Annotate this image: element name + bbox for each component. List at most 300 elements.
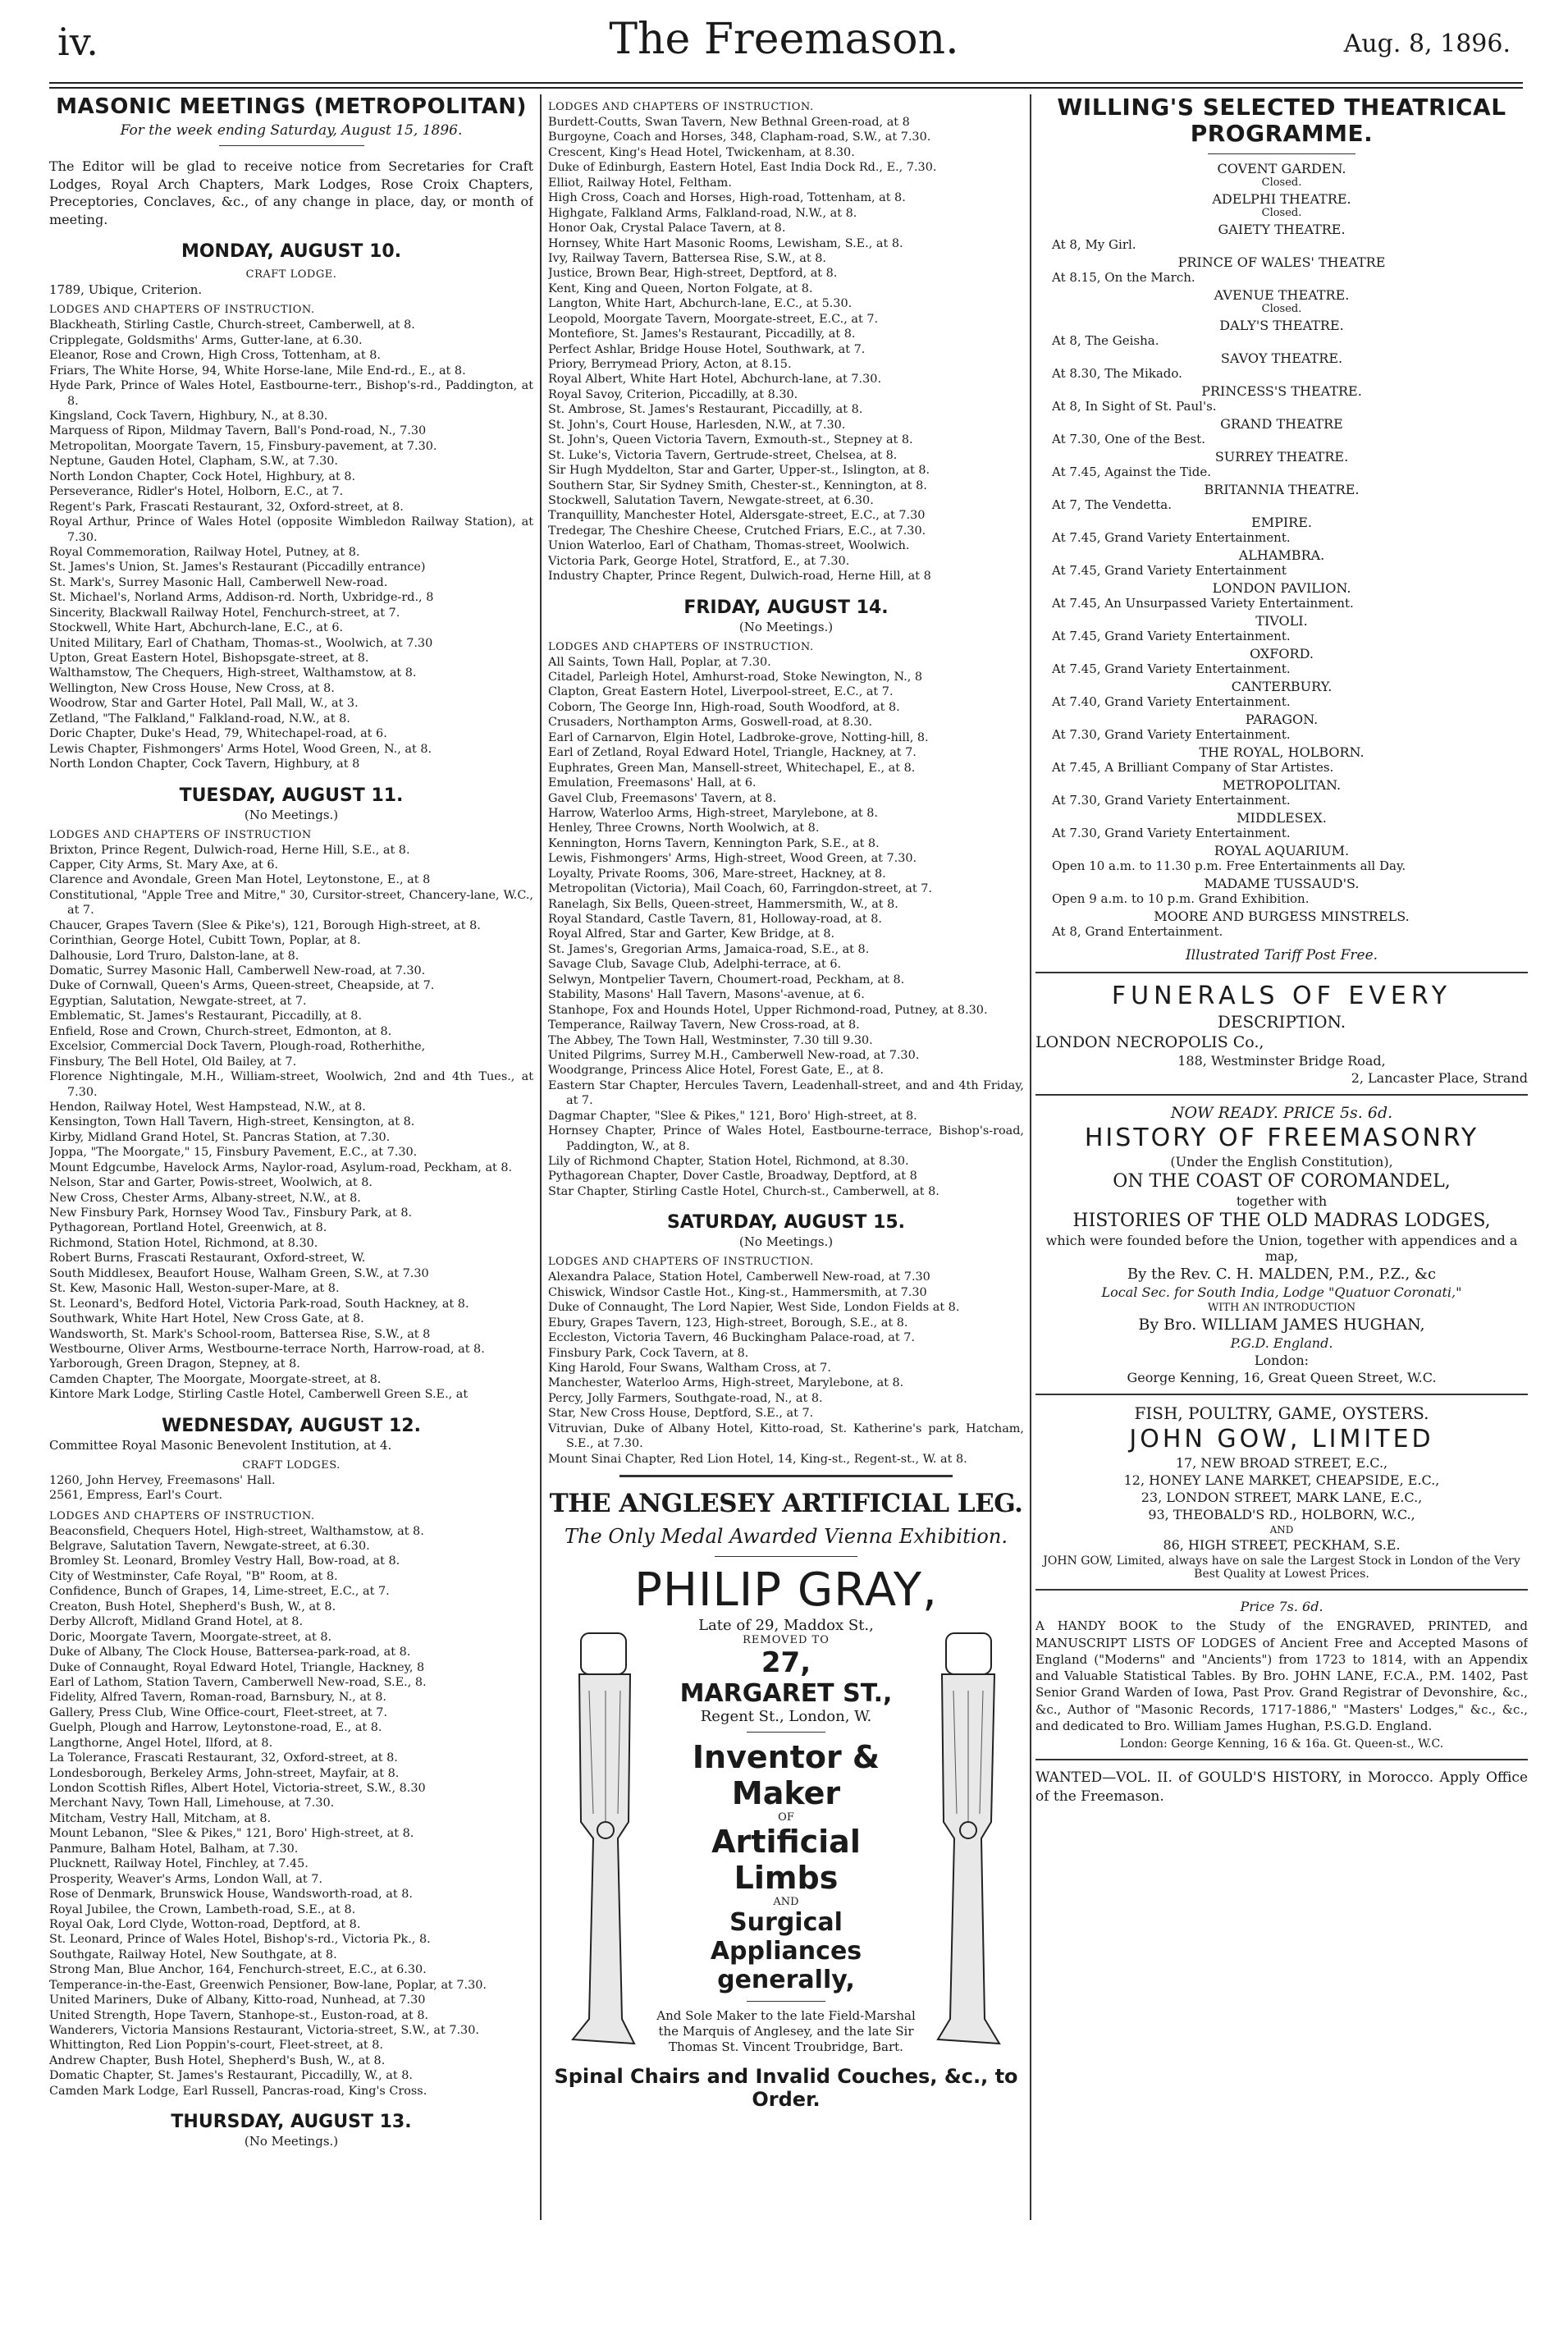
meeting-entry: Vitruvian, Duke of Albany Hotel, Kitto-road, St. Katherine's park, Hatcham, S.E., at 7.30. bbox=[548, 1421, 1024, 1451]
history-bro: By Bro. WILLIAM JAMES HUGHAN, bbox=[1138, 1316, 1425, 1334]
meeting-entry: Domatic, Surrey Masonic Hall, Camberwell New-road, at 7.30. bbox=[49, 964, 426, 977]
meeting-entry: Regent's Park, Frascati Restaurant, 32, Oxford-street, at 8. bbox=[49, 500, 404, 514]
theatre-title: WILLING'S SELECTED THEATRICAL PROGRAMME. bbox=[1057, 94, 1506, 148]
ad-street: MARGARET ST., bbox=[679, 1679, 893, 1708]
gow-ad bbox=[1035, 1403, 1528, 1581]
artificial-leg-illustration bbox=[556, 1625, 647, 2052]
meeting-entry: Temperance, Railway Tavern, New Cross-road, at 8. bbox=[548, 1019, 860, 1032]
meeting-entry: Dagmar Chapter, "Slee & Pikes," 121, Boro' High-street, at 8. bbox=[548, 1109, 917, 1123]
meeting-entry: All Saints, Town Hall, Poplar, at 7.30. bbox=[548, 655, 771, 669]
craft-label: CRAFT LODGE. bbox=[245, 268, 337, 282]
divider bbox=[619, 1475, 953, 1477]
meeting-list bbox=[49, 1524, 533, 2099]
theatre-performance: At 7.30, Grand Variety Entertainment. bbox=[1052, 793, 1291, 808]
ad-removed: REMOVED TO bbox=[743, 1634, 830, 1646]
meeting-entry: Lily of Richmond Chapter, Station Hotel, Richmond, at 8.30. bbox=[548, 1155, 909, 1168]
theatre-name: ADELPHI THEATRE. bbox=[1212, 191, 1351, 208]
divider bbox=[1035, 1094, 1528, 1096]
theatre-name: ALHAMBRA. bbox=[1238, 547, 1325, 564]
funerals-address: 188, Westminster Bridge Road, bbox=[1177, 1053, 1386, 1069]
meeting-entry: Fidelity, Alfred Tavern, Roman-road, Barnsbury, N., at 8. bbox=[49, 1691, 386, 1705]
meeting-entry: St. Luke's, Victoria Tavern, Gertrude-street, Chelsea, at 8. bbox=[548, 448, 898, 462]
history-madras: HISTORIES OF THE OLD MADRAS LODGES, bbox=[1072, 1211, 1491, 1232]
meeting-entry: Ivy, Railway Tavern, Battersea Rise, S.W., at 8. bbox=[548, 251, 826, 265]
meeting-entry: Royal Commemoration, Railway Hotel, Putney, at 8. bbox=[49, 545, 360, 559]
theatre-performance: At 7.45, Grand Variety Entertainment. bbox=[1052, 629, 1291, 644]
theatre-name: GRAND THEATRE bbox=[1220, 416, 1343, 433]
meeting-entry: Langton, White Hart, Abchurch-lane, E.C., at 5.30. bbox=[548, 297, 853, 311]
meeting-entry: Eastern Star Chapter, Hercules Tavern, Leadenhall-street, and and 4th Friday, at 7. bbox=[548, 1078, 1024, 1108]
history-ad bbox=[1035, 1104, 1528, 1385]
meeting-entry: Duke of Albany, The Clock House, Battersea-park-road, at 8. bbox=[49, 1646, 411, 1659]
meeting-entry: Stanhope, Fox and Hounds Hotel, Upper Richmond-road, Putney, at 8.30. bbox=[548, 1003, 988, 1017]
instruction-label: LODGES AND CHAPTERS OF INSTRUCTION. bbox=[548, 101, 814, 113]
meeting-entry: Corinthian, George Hotel, Cubitt Town, Poplar, at 8. bbox=[49, 934, 361, 948]
meeting-entry: Prosperity, Weaver's Arms, London Wall, at 7. bbox=[49, 1872, 322, 1886]
meeting-entry: Southgate, Railway Hotel, New Southgate, at 8. bbox=[49, 1948, 337, 1962]
meeting-entry: Union Waterloo, Earl of Chatham, Thomas-street, Woolwich. bbox=[548, 539, 910, 553]
divider bbox=[1035, 1759, 1528, 1760]
meeting-entry: Dalhousie, Lord Truro, Dalston-lane, at 8. bbox=[49, 949, 299, 963]
meeting-entry: Duke of Cornwall, Queen's Arms, Queen-street, Cheapside, at 7. bbox=[49, 979, 435, 993]
meeting-entry: Wanderers, Victoria Mansions Restaurant, Victoria-street, S.W., at 7.30. bbox=[49, 2024, 479, 2037]
no-meetings: (No Meetings.) bbox=[244, 2134, 339, 2149]
meeting-entry: Star Chapter, Stirling Castle Hotel, Church-st., Camberwell, at 8. bbox=[548, 1184, 939, 1198]
meeting-entry: Langthorne, Angel Hotel, Ilford, at 8. bbox=[49, 1736, 273, 1750]
funerals-address: 2, Lancaster Place, Strand bbox=[1351, 1070, 1528, 1087]
meeting-entry: Florence Nightingale, M.H., William-street, Woolwich, 2nd and 4th Tues., at 7.30. bbox=[49, 1070, 533, 1099]
meeting-entry: Mount Edgcumbe, Havelock Arms, Naylor-road, Asylum-road, Peckham, at 8. bbox=[49, 1160, 513, 1174]
masthead-title: The Freemason. bbox=[609, 15, 959, 64]
history-under: (Under the English Constitution), bbox=[1170, 1154, 1393, 1170]
ad-footer: Spinal Chairs and Invalid Couches, &c., to Order. bbox=[554, 2065, 1018, 2111]
meeting-entry: Justice, Brown Bear, High-street, Deptford, at 8. bbox=[548, 267, 838, 281]
handy-book-ad bbox=[1035, 1599, 1528, 1751]
meeting-entry: Kirby, Midland Grand Hotel, St. Pancras Station, at 7.30. bbox=[49, 1130, 391, 1144]
meeting-entry: Robert Burns, Frascati Restaurant, Oxford-street, W. bbox=[49, 1252, 366, 1266]
meeting-entry: Domatic Chapter, St. James's Restaurant, Piccadilly, W., at 8. bbox=[49, 2069, 413, 2083]
theatre-performance: At 7.40, Grand Variety Entertainment. bbox=[1052, 694, 1291, 710]
theatre-name: SAVOY THEATRE. bbox=[1220, 350, 1343, 367]
meeting-entry: Kintore Mark Lodge, Stirling Castle Hotel, Camberwell Green S.E., at bbox=[49, 1388, 469, 1402]
meeting-entry: Rose of Denmark, Brunswick House, Wandsworth-road, at 8. bbox=[49, 1888, 413, 1902]
meeting-entry: Highgate, Falkland Arms, Falkland-road, N.W., at 8. bbox=[548, 206, 857, 220]
column-divider bbox=[1030, 94, 1031, 2220]
meeting-entry: Upton, Great Eastern Hotel, Bishopsgate-street, at 8. bbox=[49, 652, 369, 665]
gow-address: 12, HONEY LANE MARKET, CHEAPSIDE, E.C., bbox=[1123, 1472, 1440, 1489]
instruction-label: LODGES AND CHAPTERS OF INSTRUCTION. bbox=[548, 640, 814, 653]
meeting-entry: Marquess of Ripon, Mildmay Tavern, Ball's Pond-road, N., 7.30 bbox=[49, 424, 427, 438]
history-local: Local Sec. for South India, Lodge "Quatuor Coronati," bbox=[1101, 1284, 1462, 1301]
meeting-entry: London Scottish Rifles, Albert Hotel, Victoria-street, S.W., 8.30 bbox=[49, 1782, 426, 1795]
meeting-entry: Londesborough, Berkeley Arms, John-street, Mayfair, at 8. bbox=[49, 1766, 400, 1780]
meeting-entry: St. James's, Gregorian Arms, Jamaica-road, S.E., at 8. bbox=[548, 942, 870, 956]
meeting-entry: Confidence, Bunch of Grapes, 14, Lime-street, E.C., at 7. bbox=[49, 1585, 390, 1599]
meeting-entry: Kennington, Horns Tavern, Kennington Park, S.E., at 8. bbox=[548, 836, 880, 850]
ad-title: THE ANGLESEY ARTIFICIAL LEG. bbox=[549, 1489, 1023, 1518]
meeting-list bbox=[548, 655, 1024, 1200]
issue-date: Aug. 8, 1896. bbox=[1343, 30, 1511, 58]
meeting-entry: Harrow, Waterloo Arms, High-street, Marylebone, at 8. bbox=[548, 806, 878, 820]
meeting-entry: Star, New Cross House, Deptford, S.E., at 7. bbox=[548, 1407, 814, 1421]
meeting-entry: Mount Lebanon, "Slee & Pikes," 121, Boro' High-street, at 8. bbox=[49, 1827, 414, 1841]
no-meetings: (No Meetings.) bbox=[738, 619, 834, 634]
theatre-name: EMPIRE. bbox=[1251, 515, 1312, 531]
artificial-leg-illustration bbox=[926, 1625, 1016, 2052]
meeting-entry: Kensington, Town Hall Tavern, High-street, Kensington, at 8. bbox=[49, 1115, 415, 1129]
meeting-entry: Burgoyne, Coach and Horses, 348, Clapham-road, S.W., at 7.30. bbox=[548, 130, 931, 144]
header-rule bbox=[49, 82, 1523, 89]
meeting-entry: Loyalty, Private Rooms, 306, Mare-street, Hackney, at 8. bbox=[548, 867, 886, 881]
theatre-name: ROYAL AQUARIUM. bbox=[1214, 843, 1350, 859]
meeting-entry: Duke of Connaught, Royal Edward Hotel, Triangle, Hackney, 8 bbox=[49, 1660, 425, 1674]
day-heading: SATURDAY, AUGUST 15. bbox=[666, 1212, 906, 1234]
theatre-name: TIVOLI. bbox=[1255, 613, 1308, 629]
theatre-name: OXFORD. bbox=[1250, 646, 1314, 662]
meeting-entry: Ebury, Grapes Tavern, 123, High-street, Borough, S.E., at 8. bbox=[548, 1316, 908, 1330]
meeting-entry: Manchester, Waterloo Arms, High-street, Marylebone, at 8. bbox=[548, 1376, 904, 1390]
column-masonic-meetings bbox=[49, 94, 533, 2314]
theatre-performance: At 7.30, One of the Best. bbox=[1052, 432, 1205, 447]
theatre-performance: At 7.45, Grand Variety Entertainment. bbox=[1052, 661, 1291, 677]
theatre-performance: At 7.45, An Unsurpassed Variety Entertainment. bbox=[1052, 596, 1354, 611]
tariff-note: Illustrated Tariff Post Free. bbox=[1185, 947, 1378, 964]
ad-surgical: Surgical Appliances bbox=[710, 1908, 862, 1966]
theatre-performance: At 7.45, Against the Tide. bbox=[1052, 465, 1212, 480]
anglesey-ad bbox=[548, 1489, 1024, 2111]
meeting-entry: United Mariners, Duke of Albany, Kitto-road, Nunhead, at 7.30 bbox=[49, 1994, 426, 2007]
meeting-entry: Nelson, Star and Garter, Powis-street, Woolwich, at 8. bbox=[49, 1176, 373, 1190]
gow-address: 86, HIGH STREET, PECKHAM, S.E. bbox=[1163, 1537, 1401, 1554]
meeting-entry: North London Chapter, Cock Hotel, Highbury, at 8. bbox=[49, 469, 356, 483]
meeting-entry: Stockwell, White Hart, Abchurch-lane, E.C., at 6. bbox=[49, 621, 344, 635]
theatre-performance: Open 10 a.m. to 11.30 p.m. Free Entertainments all Day. bbox=[1052, 858, 1406, 874]
meeting-entry: Eleanor, Rose and Crown, High Cross, Tottenham, at 8. bbox=[49, 349, 381, 363]
meeting-entry: Selwyn, Montpelier Tavern, Choumert-road, Peckham, at 8. bbox=[548, 973, 905, 986]
meeting-entry: Hornsey Chapter, Prince of Wales Hotel, Eastbourne-terrace, Bishop's-road, Paddington, W., at 8. bbox=[548, 1124, 1024, 1153]
meeting-entry: St. John's, Queen Victoria Tavern, Exmouth-st., Stepney at 8. bbox=[548, 433, 913, 447]
meeting-entry: St. Kew, Masonic Hall, Weston-super-Mare, at 8. bbox=[49, 1282, 340, 1296]
gow-address: 93, THEOBALD'S RD., HOLBORN, W.C., bbox=[1148, 1507, 1415, 1523]
meeting-entry: Wellington, New Cross House, New Cross, at 8. bbox=[49, 681, 335, 695]
divider bbox=[1035, 1394, 1528, 1395]
meeting-entry: Tredegar, The Cheshire Cheese, Crutched Friars, E.C., at 7.30. bbox=[548, 524, 926, 538]
meeting-entry: Zetland, "The Falkland," Falkland-road, N.W., at 8. bbox=[49, 712, 350, 726]
craft-list bbox=[49, 1473, 533, 1504]
meeting-entry: Woodrow, Star and Garter Hotel, Pall Mall, W., at 3. bbox=[49, 697, 359, 711]
wanted-ad: WANTED—VOL. II. of GOULD'S HISTORY, in Morocco. Apply Office of the Freemason. bbox=[1035, 1769, 1528, 1806]
meeting-entry: Friars, The White Horse, 94, White Horse-lane, Mile End-rd., E., at 8. bbox=[49, 364, 466, 378]
divider bbox=[1035, 1589, 1528, 1591]
meeting-entry: Crescent, King's Head Hotel, Twickenham, at 8.30. bbox=[548, 145, 855, 159]
theatre-performance: Closed. bbox=[1261, 303, 1302, 316]
history-london: London: bbox=[1254, 1353, 1310, 1369]
no-meetings: (No Meetings.) bbox=[738, 1234, 834, 1250]
theatre-performance: At 7.30, Grand Variety Entertainment. bbox=[1052, 727, 1291, 743]
meeting-entry: Royal Arthur, Prince of Wales Hotel (opposite Wimbledon Railway Station), at 7.30. bbox=[49, 515, 533, 544]
meeting-entry: Panmure, Balham Hotel, Balham, at 7.30. bbox=[49, 1842, 299, 1856]
meeting-entry: Excelsior, Commercial Dock Tavern, Plough-road, Rotherhithe, bbox=[49, 1040, 426, 1054]
meeting-entry: The Abbey, The Town Hall, Westminster, 7.30 till 9.30. bbox=[548, 1033, 873, 1047]
meeting-entry: Bromley St. Leonard, Bromley Vestry Hall, Bow-road, at 8. bbox=[49, 1554, 400, 1568]
meeting-entry: Priory, Berrymead Priory, Acton, at 8.15. bbox=[548, 358, 792, 371]
meeting-entry: United Military, Earl of Chatham, Thomas-st., Woolwich, at 7.30 bbox=[49, 636, 433, 650]
meeting-entry: Strong Man, Blue Anchor, 164, Fenchurch-street, E.C., at 6.30. bbox=[49, 1963, 427, 1977]
meeting-entry: Stockwell, Salutation Tavern, Newgate-street, at 6.30. bbox=[548, 493, 874, 507]
day-heading: THURSDAY, AUGUST 13. bbox=[171, 2112, 412, 2133]
meeting-entry: Finsbury Park, Cock Tavern, at 8. bbox=[548, 1346, 749, 1360]
meeting-entry: St. Mark's, Surrey Masonic Hall, Camberwell New-road. bbox=[49, 575, 388, 589]
ad-body bbox=[548, 1617, 1024, 2060]
meeting-entry: Earl of Zetland, Royal Edward Hotel, Triangle, Hackney, at 7. bbox=[548, 746, 917, 760]
ad-name: PHILIP GRAY, bbox=[634, 1563, 938, 1617]
gow-fish: FISH, POULTRY, GAME, OYSTERS. bbox=[1134, 1403, 1429, 1424]
meeting-entry: St. John's, Court House, Harlesden, N.W., at 7.30. bbox=[548, 418, 846, 432]
day-heading: TUESDAY, AUGUST 11. bbox=[179, 785, 404, 806]
history-publisher: George Kenning, 16, Great Queen Street, W.C. bbox=[1127, 1370, 1437, 1386]
meeting-entry: City of Westminster, Cafe Royal, "B" Room, at 8. bbox=[49, 1569, 338, 1583]
divider bbox=[1035, 972, 1528, 973]
divider bbox=[715, 1556, 857, 1557]
funerals-ad bbox=[1035, 982, 1528, 1086]
instruction-label: LODGES AND CHAPTERS OF INSTRUCTION. bbox=[49, 304, 315, 317]
ad-subtitle: The Only Medal Awarded Vienna Exhibition. bbox=[565, 1525, 1008, 1548]
meeting-entry: Capper, City Arms, St. Mary Axe, at 6. bbox=[49, 858, 279, 872]
meeting-entry: Southern Star, Sir Sydney Smith, Chester-st., Kennington, at 8. bbox=[548, 478, 927, 492]
meeting-entry: Metropolitan (Victoria), Mail Coach, 60, Farringdon-street, at 7. bbox=[548, 882, 932, 896]
ad-text bbox=[655, 1617, 917, 2054]
meeting-entry: Savage Club, Savage Club, Adelphi-terrace, at 6. bbox=[548, 958, 842, 972]
ad-area: Regent St., London, W. bbox=[700, 1708, 872, 1725]
meeting-entry: Gavel Club, Freemasons' Tavern, at 8. bbox=[548, 791, 777, 805]
meeting-entry: Earl of Carnarvon, Elgin Hotel, Ladbroke-grove, Notting-hill, 8. bbox=[548, 730, 929, 744]
theatre-name: MIDDLESEX. bbox=[1237, 810, 1327, 826]
meeting-entry: Sir Hugh Myddelton, Star and Garter, Upper-st., Islington, at 8. bbox=[548, 464, 930, 478]
meeting-entry: Stability, Masons' Hall Tavern, Masons'-avenue, at 6. bbox=[548, 988, 865, 1002]
gow-address: 23, LONDON STREET, MARK LANE, E.C., bbox=[1141, 1490, 1423, 1506]
gow-and: AND bbox=[1269, 1524, 1294, 1536]
ad-generally: generally, bbox=[717, 1966, 855, 1994]
meeting-entry: Alexandra Palace, Station Hotel, Camberwell New-road, at 7.30 bbox=[548, 1270, 930, 1284]
instruction-label: LODGES AND CHAPTERS OF INSTRUCTION. bbox=[49, 1509, 315, 1522]
meeting-entry: Duke of Edinburgh, Eastern Hotel, East India Dock Rd., E., 7.30. bbox=[548, 161, 937, 175]
page-number: iv. bbox=[57, 20, 98, 64]
meeting-entry: Enfield, Rose and Crown, Church-street, Edmonton, at 8. bbox=[49, 1024, 392, 1038]
meeting-entry: Burdett-Coutts, Swan Tavern, New Bethnal Green-road, at 8 bbox=[548, 116, 910, 129]
meeting-entry: Woodgrange, Princess Alice Hotel, Forest Gate, E., at 8. bbox=[548, 1064, 884, 1078]
history-together: together with bbox=[1236, 1193, 1328, 1210]
meeting-entry: Finsbury, The Bell Hotel, Old Bailey, at 7. bbox=[49, 1055, 297, 1069]
history-heading: HISTORY OF FREEMASONRY bbox=[1084, 1124, 1479, 1153]
ad-limbs: Artificial Limbs bbox=[711, 1824, 861, 1896]
theatre-name: PRINCE OF WALES' THEATRE bbox=[1177, 254, 1386, 271]
meeting-entry: Royal Savoy, Criterion, Piccadilly, at 8.30. bbox=[548, 387, 798, 401]
meeting-entry: Percy, Jolly Farmers, Southgate-road, N., at 8. bbox=[548, 1391, 823, 1405]
meeting-entry: St. Leonard's, Bedford Hotel, Victoria Park-road, South Hackney, at 8. bbox=[49, 1297, 469, 1311]
meeting-entry: Kingsland, Cock Tavern, Highbury, N., at 8.30. bbox=[49, 410, 328, 423]
meeting-entry: La Tolerance, Frascati Restaurant, 32, Oxford-street, at 8. bbox=[49, 1751, 398, 1765]
no-meetings: (No Meetings.) bbox=[244, 807, 339, 822]
meeting-entry: St. Leonard, Prince of Wales Hotel, Bishop's-rd., Victoria Pk., 8. bbox=[49, 1933, 431, 1947]
meeting-entry: Chiswick, Windsor Castle Hot., King-st., Hammersmith, at 7.30 bbox=[548, 1285, 927, 1299]
meeting-entry: Perfect Ashlar, Bridge House Hotel, Southwark, at 7. bbox=[548, 342, 866, 356]
meeting-entry: Wandsworth, St. Mark's School-room, Battersea Rise, S.W., at 8 bbox=[49, 1327, 431, 1341]
meeting-entry: Chaucer, Grapes Tavern (Slee & Pike's), 121, Borough High-street, at 8. bbox=[49, 918, 481, 932]
meeting-entry: Plucknett, Railway Hotel, Finchley, at 7.45. bbox=[49, 1857, 309, 1871]
meeting-entry: Merchant Navy, Town Hall, Limehouse, at 7.30. bbox=[49, 1797, 335, 1810]
history-which: which were founded before the Union, together with appendices and a map, bbox=[1045, 1233, 1518, 1265]
craft-label: CRAFT LODGES. bbox=[242, 1458, 341, 1472]
meeting-entry: Leopold, Moorgate Tavern, Moorgate-street, E.C., at 7. bbox=[548, 312, 879, 326]
theatre-name: THE ROYAL, HOLBORN. bbox=[1199, 744, 1365, 761]
meeting-entry: St. Ambrose, St. James's Restaurant, Piccadilly, at 8. bbox=[548, 403, 863, 417]
meeting-entry: St. James's Union, St. James's Restaurant (Piccadilly entrance) bbox=[49, 561, 426, 574]
meeting-entry: Royal Standard, Castle Tavern, 81, Holloway-road, at 8. bbox=[548, 913, 882, 926]
day-heading: FRIDAY, AUGUST 14. bbox=[683, 597, 889, 618]
gow-heading: JOHN GOW, LIMITED bbox=[1129, 1425, 1434, 1454]
history-pgd: P.G.D. England. bbox=[1230, 1335, 1333, 1352]
meeting-list bbox=[49, 318, 533, 771]
instruction-label: LODGES AND CHAPTERS OF INSTRUCTION bbox=[49, 828, 312, 841]
theatre-name: MOORE AND BURGESS MINSTRELS. bbox=[1154, 909, 1410, 925]
theatre-name: PARAGON. bbox=[1245, 712, 1319, 728]
meeting-entry: Kent, King and Queen, Norton Folgate, at 8. bbox=[548, 282, 813, 295]
meeting-entry: Emulation, Freemasons' Hall, at 6. bbox=[548, 776, 757, 790]
ad-sole-maker: And Sole Maker to the late Field-Marshal the Marquis of Anglesey, and the late Sir Thomas St. Vincent Troubridge, Bart. bbox=[656, 2008, 916, 2054]
meeting-entry: Coborn, The George Inn, High-road, South Woodford, at 8. bbox=[548, 700, 900, 714]
meeting-entry: 1260, John Hervey, Freemasons' Hall. bbox=[49, 1473, 276, 1487]
meeting-entry: Metropolitan, Moorgate Tavern, 15, Finsbury-pavement, at 7.30. bbox=[49, 439, 437, 453]
column-meetings-continued bbox=[548, 94, 1024, 2314]
theatre-name: LONDON PAVILION. bbox=[1212, 580, 1351, 597]
meeting-entry: New Cross, Chester Arms, Albany-street, N.W., at 8. bbox=[49, 1191, 361, 1205]
meeting-entry: Doric Chapter, Duke's Head, 79, Whitechapel-road, at 6. bbox=[49, 727, 387, 741]
meeting-entry: Walthamstow, The Chequers, High-street, Walthamstow, at 8. bbox=[49, 666, 417, 680]
divider bbox=[747, 2001, 825, 2002]
theatre-performance: At 8, My Girl. bbox=[1052, 237, 1136, 253]
theatre-name: DALY'S THEATRE. bbox=[1219, 318, 1344, 334]
section-subtitle: For the week ending Saturday, August 15, 1896. bbox=[120, 122, 463, 139]
theatre-performance: At 7.30, Grand Variety Entertainment. bbox=[1052, 826, 1291, 841]
meeting-entry: Crusaders, Northampton Arms, Goswell-road, at 8.30. bbox=[548, 716, 873, 730]
meeting-entry: Cripplegate, Goldsmiths' Arms, Gutter-lane, at 6.30. bbox=[49, 333, 363, 347]
meeting-entry: Royal Albert, White Hart Hotel, Abchurch-lane, at 7.30. bbox=[548, 373, 882, 387]
meeting-entry: South Middlesex, Beaufort House, Walham Green, S.W., at 7.30 bbox=[49, 1266, 429, 1280]
theatre-name: METROPOLITAN. bbox=[1222, 777, 1342, 794]
meeting-entry: Hornsey, White Hart Masonic Rooms, Lewisham, S.E., at 8. bbox=[548, 236, 903, 250]
meeting-entry: Pythagorean Chapter, Dover Castle, Broadway, Deptford, at 8 bbox=[548, 1170, 917, 1183]
ad-inventor: Inventor & Maker bbox=[692, 1739, 880, 1811]
meeting-entry: 2561, Empress, Earl's Court. bbox=[49, 1489, 223, 1503]
meeting-entry: Montefiore, St. James's Restaurant, Piccadilly, at 8. bbox=[548, 327, 856, 341]
theatre-performance: Closed. bbox=[1261, 207, 1302, 220]
theatre-performance: At 8, The Geisha. bbox=[1052, 333, 1159, 349]
theatre-performance: At 7, The Vendetta. bbox=[1052, 497, 1172, 513]
theatre-name: BRITANNIA THEATRE. bbox=[1204, 482, 1360, 498]
meeting-entry: Temperance-in-the-East, Greenwich Pensioner, Bow-lane, Poplar, at 7.30. bbox=[49, 1978, 487, 1992]
meeting-entry: United Strength, Hope Tavern, Stanhope-st., Euston-road, at 8. bbox=[49, 2008, 429, 2022]
gow-address: 17, NEW BROAD STREET, E.C., bbox=[1175, 1455, 1388, 1472]
theatre-name: COVENT GARDEN. bbox=[1217, 161, 1346, 177]
editor-note: The Editor will be glad to receive notice from Secretaries for Craft Lodges, Royal Arch Chapters, Mark Lodges, Rose Croix Chapters, Preceptories, Conclaves, &c., of any change in place, day, or month of meeting. bbox=[49, 158, 533, 227]
theatre-name: CANTERBURY. bbox=[1231, 679, 1333, 695]
history-intro: WITH AN INTRODUCTION bbox=[1207, 1302, 1356, 1315]
theatre-list bbox=[1035, 161, 1528, 939]
instruction-label: LODGES AND CHAPTERS OF INSTRUCTION. bbox=[548, 1256, 814, 1269]
meeting-entry: Tranquillity, Manchester Hotel, Aldersgate-street, E.C., at 7.30 bbox=[548, 509, 926, 523]
theatre-performance: At 8, Grand Entertainment. bbox=[1052, 924, 1223, 940]
column-divider bbox=[540, 94, 542, 2220]
meeting-entry: Earl of Lathom, Station Tavern, Camberwell New-road, S.E., 8. bbox=[49, 1675, 427, 1689]
meeting-entry: Doric, Moorgate Tavern, Moorgate-street, at 8. bbox=[49, 1630, 332, 1644]
meeting-entry: Westbourne, Oliver Arms, Westbourne-terrace North, Harrow-road, at 8. bbox=[49, 1342, 485, 1356]
meeting-entry: High Cross, Coach and Horses, High-road, Tottenham, at 8. bbox=[548, 191, 906, 205]
meeting-entry: Sincerity, Blackwall Railway Hotel, Fenchurch-street, at 7. bbox=[49, 606, 400, 620]
craft-entry: 1789, Ubique, Criterion. bbox=[49, 282, 203, 298]
meeting-entry: Honor Oak, Crystal Palace Tavern, at 8. bbox=[548, 222, 786, 236]
day-heading: MONDAY, AUGUST 10. bbox=[181, 241, 402, 263]
theatre-performance: At 7.45, Grand Variety Entertainment bbox=[1052, 563, 1287, 579]
theatre-performance: Closed. bbox=[1261, 176, 1302, 190]
meeting-entry: Elliot, Railway Hotel, Feltham. bbox=[548, 176, 732, 190]
meeting-entry: Hendon, Railway Hotel, West Hampstead, N.W., at 8. bbox=[49, 1100, 366, 1114]
meeting-entry: Royal Alfred, Star and Garter, Kew Bridge, at 8. bbox=[548, 927, 835, 941]
theatre-performance: At 8, In Sight of St. Paul's. bbox=[1052, 399, 1217, 414]
meeting-list bbox=[49, 843, 533, 1403]
meeting-entry: Ranelagh, Six Bells, Queen-street, Hammersmith, W., at 8. bbox=[548, 897, 898, 911]
meeting-entry: Clapton, Great Eastern Hotel, Liverpool-street, E.C., at 7. bbox=[548, 685, 894, 699]
handy-text: A HANDY BOOK to the Study of the ENGRAVED, PRINTED, and MANUSCRIPT LISTS OF LODGES of Ancient Free and Accepted Masons of England ("Moderns" and "Ancients") from 1723 to 1814, with an Appendix and Valuable Statistical Tables. By Bro. JOHN LANE, F.C.A., P.M. 1402, Past Senior Grand Warden of Iowa, Past Prov. Grand Registrar of Devonshire, &c., &c., Author of "Masonic Records, 1717-1886," "Masters' Lodges," &c., &c., and dedicated to Bro. William James Hughan, P.S.G.D. England. bbox=[1035, 1618, 1528, 1733]
funerals-desc: DESCRIPTION. bbox=[1217, 1012, 1346, 1032]
meeting-entry: Andrew Chapter, Bush Hotel, Shepherd's Bush, W., at 8. bbox=[49, 2053, 386, 2067]
meeting-entry: Lewis, Fishmongers' Arms, High-street, Wood Green, at 7.30. bbox=[548, 852, 917, 866]
meeting-entry: North London Chapter, Cock Tavern, Highbury, at 8 bbox=[49, 758, 360, 771]
handy-publisher: London: George Kenning, 16 & 16a. Gt. Queen-st., W.C. bbox=[1119, 1737, 1444, 1751]
meeting-entry: Royal Oak, Lord Clyde, Wotton-road, Deptford, at 8. bbox=[49, 1917, 361, 1931]
meeting-entry: Constitutional, "Apple Tree and Mitre," 30, Cursitor-street, Chancery-lane, W.C., at 7. bbox=[49, 888, 533, 918]
history-author: By the Rev. C. H. MALDEN, P.M., P.Z., &c bbox=[1127, 1266, 1437, 1284]
history-ready: NOW READY. PRICE 5s. 6d. bbox=[1170, 1104, 1393, 1123]
divider bbox=[219, 145, 364, 146]
meeting-entry: Euphrates, Green Man, Mansell-street, Whitechapel, E., at 8. bbox=[548, 761, 916, 775]
meeting-entry: United Pilgrims, Surrey M.H., Camberwell New-road, at 7.30. bbox=[548, 1048, 920, 1062]
meeting-entry: Derby Allcroft, Midland Grand Hotel, at 8. bbox=[49, 1615, 304, 1629]
meeting-entry: Industry Chapter, Prince Regent, Dulwich-road, Herne Hill, at 8 bbox=[548, 570, 931, 584]
funerals-company: LONDON NECROPOLIS Co., bbox=[1035, 1033, 1264, 1052]
meeting-entry: New Finsbury Park, Hornsey Wood Tav., Finsbury Park, at 8. bbox=[49, 1206, 413, 1220]
meeting-entry: Clarence and Avondale, Green Man Hotel, Leytonstone, E., at 8 bbox=[49, 873, 431, 887]
divider bbox=[747, 1732, 825, 1733]
theatre-name: AVENUE THEATRE. bbox=[1214, 287, 1350, 304]
meeting-list bbox=[548, 115, 1024, 584]
meeting-entry: Pythagorean, Portland Hotel, Greenwich, at 8. bbox=[49, 1221, 327, 1235]
theatre-name: PRINCESS'S THEATRE. bbox=[1201, 383, 1362, 400]
meeting-entry: Emblematic, St. James's Restaurant, Piccadilly, at 8. bbox=[49, 1009, 362, 1023]
meeting-entry: Gallery, Press Club, Wine Office-court, Fleet-street, at 7. bbox=[49, 1705, 388, 1719]
section-title: MASONIC MEETINGS (METROPOLITAN) bbox=[56, 94, 527, 119]
gow-note: JOHN GOW, Limited, always have on sale the Largest Stock in London of the Very Best Quality at Lowest Prices. bbox=[1043, 1554, 1520, 1582]
theatre-performance: At 8.15, On the March. bbox=[1052, 270, 1195, 286]
divider bbox=[1208, 153, 1355, 154]
day-heading: WEDNESDAY, AUGUST 12. bbox=[162, 1415, 421, 1436]
theatre-performance: At 8.30, The Mikado. bbox=[1052, 366, 1182, 382]
column-advertisements bbox=[1035, 94, 1528, 2314]
theatre-performance: At 7.45, Grand Variety Entertainment. bbox=[1052, 530, 1291, 546]
meeting-entry: Victoria Park, George Hotel, Stratford, E., at 7.30. bbox=[548, 554, 850, 568]
meeting-entry: Whittington, Red Lion Poppin's-court, Fleet-street, at 8. bbox=[49, 2039, 383, 2053]
meeting-entry: Henley, Three Crowns, North Woolwich, at 8. bbox=[548, 822, 820, 835]
meeting-entry: Camden Mark Lodge, Earl Russell, Pancras-road, King's Cross. bbox=[49, 2084, 427, 2098]
